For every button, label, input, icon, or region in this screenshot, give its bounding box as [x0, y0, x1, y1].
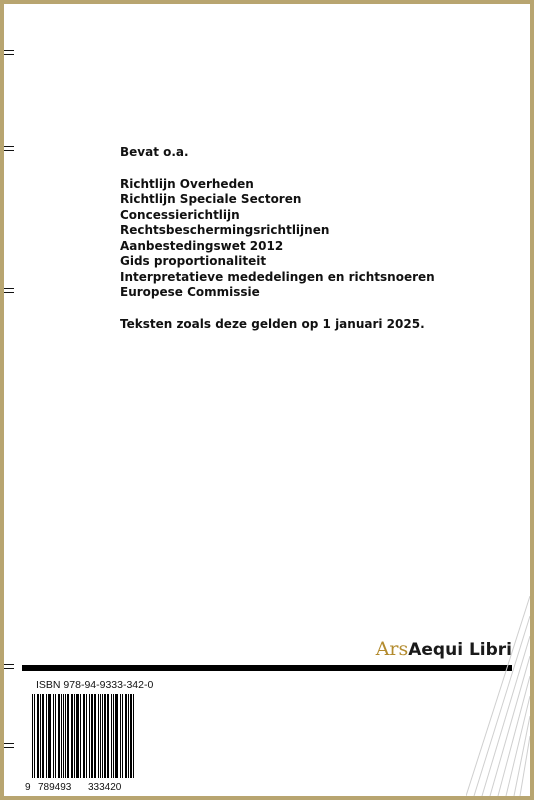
barcode-bar [125, 694, 126, 778]
barcode-bar [111, 694, 112, 778]
barcode-bar [34, 694, 35, 786]
barcode-bar [58, 694, 59, 778]
barcode [22, 694, 142, 794]
list-item: Interpretatieve mededelingen en richtsnoeren [120, 269, 435, 284]
spine-mark [4, 146, 14, 151]
barcode-bar [38, 694, 39, 778]
barcode-bar [115, 694, 116, 778]
divider-rule [22, 665, 512, 671]
barcode-bar [105, 694, 106, 778]
barcode-bar [50, 694, 51, 778]
barcode-bar [98, 694, 99, 778]
publisher-logo-ars: Ars [375, 638, 409, 660]
barcode-bar [67, 694, 68, 778]
barcode-digits-right: 333420 [88, 782, 122, 793]
barcode-bars [32, 694, 134, 786]
spine-mark [4, 50, 14, 55]
barcode-bar [130, 694, 131, 778]
spine-mark [4, 664, 14, 669]
barcode-bar [61, 694, 62, 778]
validity-note: Teksten zoals deze gelden op 1 januari 2025. [120, 316, 425, 331]
barcode-bar [122, 694, 123, 778]
barcode-bar [37, 694, 38, 778]
barcode-bar [78, 694, 79, 778]
barcode-bar [32, 694, 33, 786]
list-item: Concessierichtlijn [120, 207, 240, 222]
barcode-bar [49, 694, 50, 778]
barcode-digits-left: 789493 [38, 782, 72, 793]
list-item: Richtlijn Overheden [120, 176, 254, 191]
barcode-bar [63, 694, 64, 778]
publisher-logo-rest: Aequi Libri [408, 640, 512, 660]
barcode-bar [42, 694, 43, 778]
barcode-bar [107, 694, 108, 778]
list-item: Gids proportionaliteit [120, 254, 267, 268]
spine-mark [4, 743, 14, 748]
barcode-bar [72, 694, 73, 778]
barcode-bar [95, 694, 96, 778]
contents-list [120, 177, 435, 301]
corner-shading [466, 596, 530, 796]
barcode-bar [55, 694, 56, 778]
barcode-bar [100, 694, 101, 778]
barcode-bar [53, 694, 54, 778]
barcode-bar [92, 694, 93, 778]
barcode-bar [126, 694, 127, 778]
barcode-bar [128, 694, 129, 778]
barcode-bar [117, 694, 118, 778]
barcode-bar [40, 694, 41, 778]
list-item: Rechtsbeschermingsrichtlijnen [120, 223, 330, 237]
barcode-bar [89, 694, 90, 778]
list-item: Richtlijn Speciale Sectoren [120, 192, 302, 206]
barcode-bar [71, 694, 72, 778]
barcode-bar [94, 694, 95, 778]
contents-block [120, 145, 435, 332]
barcode-bar [104, 694, 105, 778]
barcode-bar [102, 694, 103, 778]
isbn-label: ISBN 978-94-9333-342-0 [36, 679, 154, 691]
barcode-bar [84, 694, 85, 786]
barcode-bar [77, 694, 78, 778]
list-item: Aanbestedingswet 2012 [120, 238, 284, 253]
barcode-bar [133, 694, 134, 786]
spine-mark [4, 288, 14, 293]
contents-intro: Bevat o.a. [120, 145, 189, 159]
barcode-bar [74, 694, 75, 778]
barcode-bar [83, 694, 84, 786]
barcode-bar [48, 694, 49, 778]
barcode-bar [120, 694, 121, 778]
barcode-bar [68, 694, 69, 778]
barcode-bar [131, 694, 132, 786]
barcode-bar [43, 694, 44, 778]
barcode-bar [108, 694, 109, 778]
barcode-bar [65, 694, 66, 778]
barcode-bar [46, 694, 47, 778]
barcode-bar [116, 694, 117, 778]
barcode-bar [113, 694, 114, 778]
barcode-bar [86, 694, 87, 778]
barcode-digit-lead: 9 [25, 782, 31, 793]
barcode-bar [76, 694, 77, 778]
barcode-bar [91, 694, 92, 778]
barcode-bar [59, 694, 60, 778]
barcode-bar [80, 694, 81, 778]
list-item: Europese Commissie [120, 285, 260, 299]
